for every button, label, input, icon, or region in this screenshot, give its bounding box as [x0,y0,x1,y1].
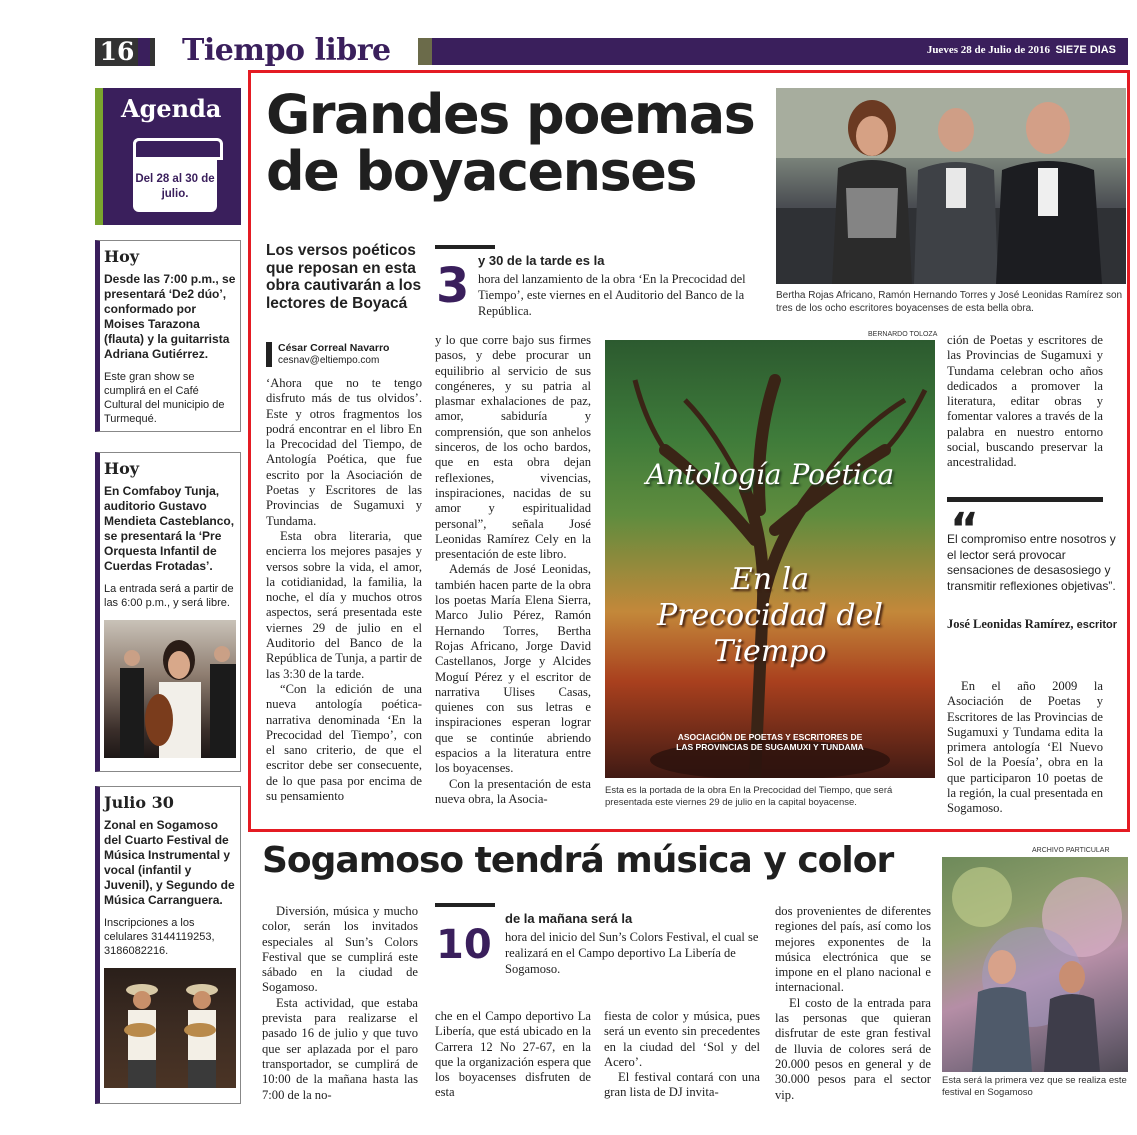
paragraph: ción de Poetas y escritores de las Provincias de Sugamuxi y Tundama celebran ocho años dedicados a promover la literatura, editar obras y fomentar valores a través de la palabra en nuestro entorno social, buscando preservar la ancestralidad. [947,333,1103,470]
photo-caption: Bertha Rojas Africano, Ramón Hernando Torres y José Leonidas Ramírez son tres de los ocho escritores boyacenses de esta bella obra. [776,290,1123,314]
quote-mark-icon: “ [950,504,979,555]
byline [266,342,389,367]
paragraph: Con la presentación de esta nueva obra, la Asocia- [435,776,591,806]
paragraph: dos provenientes de diferentes regiones del país, así como los mejores exponentes de la música electrónica que se impone en el plano nacional e internacional. [775,904,931,995]
event-note: La entrada será a partir de las 6:00 p.m., y será libre. [104,583,234,609]
event-note: Inscripciones a los celulares 3144119253, 3186082216. [104,917,215,957]
event-description: En Comfaboy Tunja, auditorio Gustavo Mendieta Casteblanco, se presentará la ‘Pre Orquesta Infantil de Cuerdas Frotadas’. [104,484,235,573]
article2-column-1 [262,904,418,1103]
orchestra-photo [104,620,236,758]
book-cover [605,340,935,778]
page-number: 16 [95,38,155,66]
event-card [95,240,241,432]
festival-caption: Esta será la primera vez que se realiza este festival en Sogamoso [942,1075,1127,1098]
header-date: Jueves 28 de Julio de 2016 SIE7E DIAS [926,44,1116,56]
article-column-3 [947,333,1103,471]
cover-subtitle: En la Precocidad del Tiempo [657,562,883,669]
paragraph: ‘Ahora que no te tengo disfruto más de tus olvidos’. Este y otros fragmentos los podrá encontrar en el libro En la Precocidad del Tiempo, de Antología Poética, que fue escrito por la Asociación de Poetas y Escritores de las Provincias de Sugamuxi y Tundama. [266,376,422,528]
fact-rule [435,903,495,907]
event-card [95,452,241,772]
fact-text: hora del inicio del Sun’s Colors Festival, el cual se realizará en el Campo deportivo La Libería de Sogamoso. [505,930,759,976]
article-column-2 [435,333,591,807]
paragraph: Esta actividad, que estaba prevista para realizarse el pasado 16 de julio y que tuvo que ser aplazada por el paro transportador, se cumplirá de 10:00 de la mañana hasta las 7:00 de la no- [262,995,418,1102]
writers-photo [776,88,1126,284]
fact-head: de la mañana será la [505,911,633,926]
paragraph: fiesta de color y música, pues será un evento sin precedentes en la ciudad del ‘Sol y del Acero’. [604,1009,760,1069]
paragraph: En el año 2009 la Asociación de Poetas y Escritores de las Provincias de Sugamuxi y Tundama edita la primera antología ‘El Nuevo Sol de la Poesía’, obra en la que participaron 10 poetas de la región, la cual presentada en Sogamoso. [947,679,1103,816]
article-subtitle: Los versos poéticos que reposan en esta obra cautivarán a los lectores de Boyacá [266,242,422,312]
agenda-dates: Del 28 al 30 de julio. [135,173,215,200]
quote-author: José Leonidas Ramírez, escritor [947,617,1117,631]
event-note: Este gran show se cumplirá en el Café Cultural del municipio de Turmequé. [104,371,225,425]
paragraph: “Con la edición de una nueva antología poética-narrativa denominada ‘En la Precocidad del Tiempo’, con el sano criterio, de que el escritor debe ser consecuente, de lo que pasa por encima de su pensamiento [266,681,422,804]
author-name: César Correal Navarro [278,342,390,354]
fact-rule [435,245,495,249]
cover-title: Antología Poética [645,458,895,491]
paragraph: El costo de la entrada para las personas que quieran disfrutar de este gran festival de lluvia de colores será de 20.000 pesos en general y de 30.000 pesos para el sector vip. [775,995,931,1102]
pull-quote: El compromiso entre nosotros y el lector será provocar sensaciones de desasosiego y transmitir reflexiones objetivas”. [947,532,1116,593]
cover-footer: ASOCIACIÓN DE POETAS Y ESCRITORES DE LAS PROVINCIAS DE SUGAMUXI Y TUNDAMA [676,732,864,752]
festival-photo [942,857,1128,1072]
event-head: Julio 30 [104,793,174,812]
event-head: Hoy [104,247,140,266]
brand-logo: SIE7E DIAS [1055,44,1116,56]
article2-headline: Sogamoso tendrá música y color [262,840,894,881]
fact-number: 3 [436,258,470,314]
paragraph: y lo que corre bajo sus firmes pasos, y debe procurar un equilibrio al servicio de sus congéneres, y su patria al plasmar exhalaciones de paz, amor, sabiduría y comprensión, que son anhelos sinceros, de los ocho bardos, que en esta obra dejan reflexiones, vivencias, inspiraciones, nacidas de su amor y espiritualidad personal”, señala José Leonidas Ramírez Cely en la presentación de este libro. [435,333,591,562]
paragraph: che en el Campo deportivo La Libería, que está ubicado en la Carrera 12 No 27-67, en la que la organización espera que los boyacenses disfruten de esta [435,1009,591,1100]
agenda-box [95,88,241,225]
article-headline: Grandes poemas de boyacenses [266,83,755,203]
cover-caption: Esta es la portada de la obra En la Precocidad del Tiempo, que será presentada este viernes 29 de julio en la capital boyacense. [605,785,893,808]
musicians-photo [104,968,236,1088]
event-description: Desde las 7:00 p.m., se presentará ‘De2 dúo’, conformado por Moises Tarazona (flauta) y la guitarrista Adriana Gutiérrez. [104,272,236,361]
paragraph: El festival contará con una gran lista de DJ invita- [604,1070,760,1100]
paragraph: Diversión, música y mucho color, serán los invitados especiales al Sun’s Colors Festival que se cumplirá este sábado en la ciudad de Sogamoso. [262,904,418,995]
article2-column-4 [775,904,931,1103]
fact-number: 10 [436,922,492,968]
photo-credit: BERNARDO TOLOZA [868,331,938,338]
article2-column-2 [435,1009,591,1101]
event-head: Hoy [104,459,140,478]
fact-head: y 30 de la tarde es la [478,253,605,268]
header-bar [418,38,1128,65]
event-card [95,786,241,1104]
quote-rule [947,497,1103,502]
photo-credit: ARCHIVO PARTICULAR [1032,847,1110,854]
paragraph: Además de José Leonidas, también hacen parte de la obra los poetas María Elena Sierra, Marco Julio Pérez, Ramón Hernando Torres, Bertha Rojas Africano, Jorge David Castellanos, Jorge y Alcides Moguí Pérez y el escritor de narrativa Ulises Casas, quienes con sus letras e inspiraciones esperan lograr que se continúe abriendo espacios a la literatura entre los boyacenses. [435,562,591,776]
article-column-3b [947,679,1103,817]
author-email[interactable]: cesnav@eltiempo.com [278,355,380,366]
fact-text: hora del lanzamiento de la obra ‘En la Precocidad del Tiempo’, este viernes en el Auditorio del Banco de la República. [478,272,746,318]
event-description: Zonal en Sogamoso del Cuarto Festival de Música Instrumental y vocal (infantil y Juvenil), y Segundo de Música Carranguera. [104,818,235,907]
paragraph: Esta obra literaria, que encierra los mejores pasajes y versos sobre la vida, el amor, la cotidianidad, la familia, la noche, el día y muchos otros aspectos, será presentada este viernes 29 de julio en el Auditorio del Banco de la República de Tunja, a partir de las 3:30 de la tarde. [266,528,422,681]
article-column-1 [266,376,422,804]
agenda-title: Agenda [121,94,222,123]
calendar-icon [133,138,217,212]
section-title: Tiempo libre [182,33,391,68]
article2-column-3 [604,1009,760,1101]
